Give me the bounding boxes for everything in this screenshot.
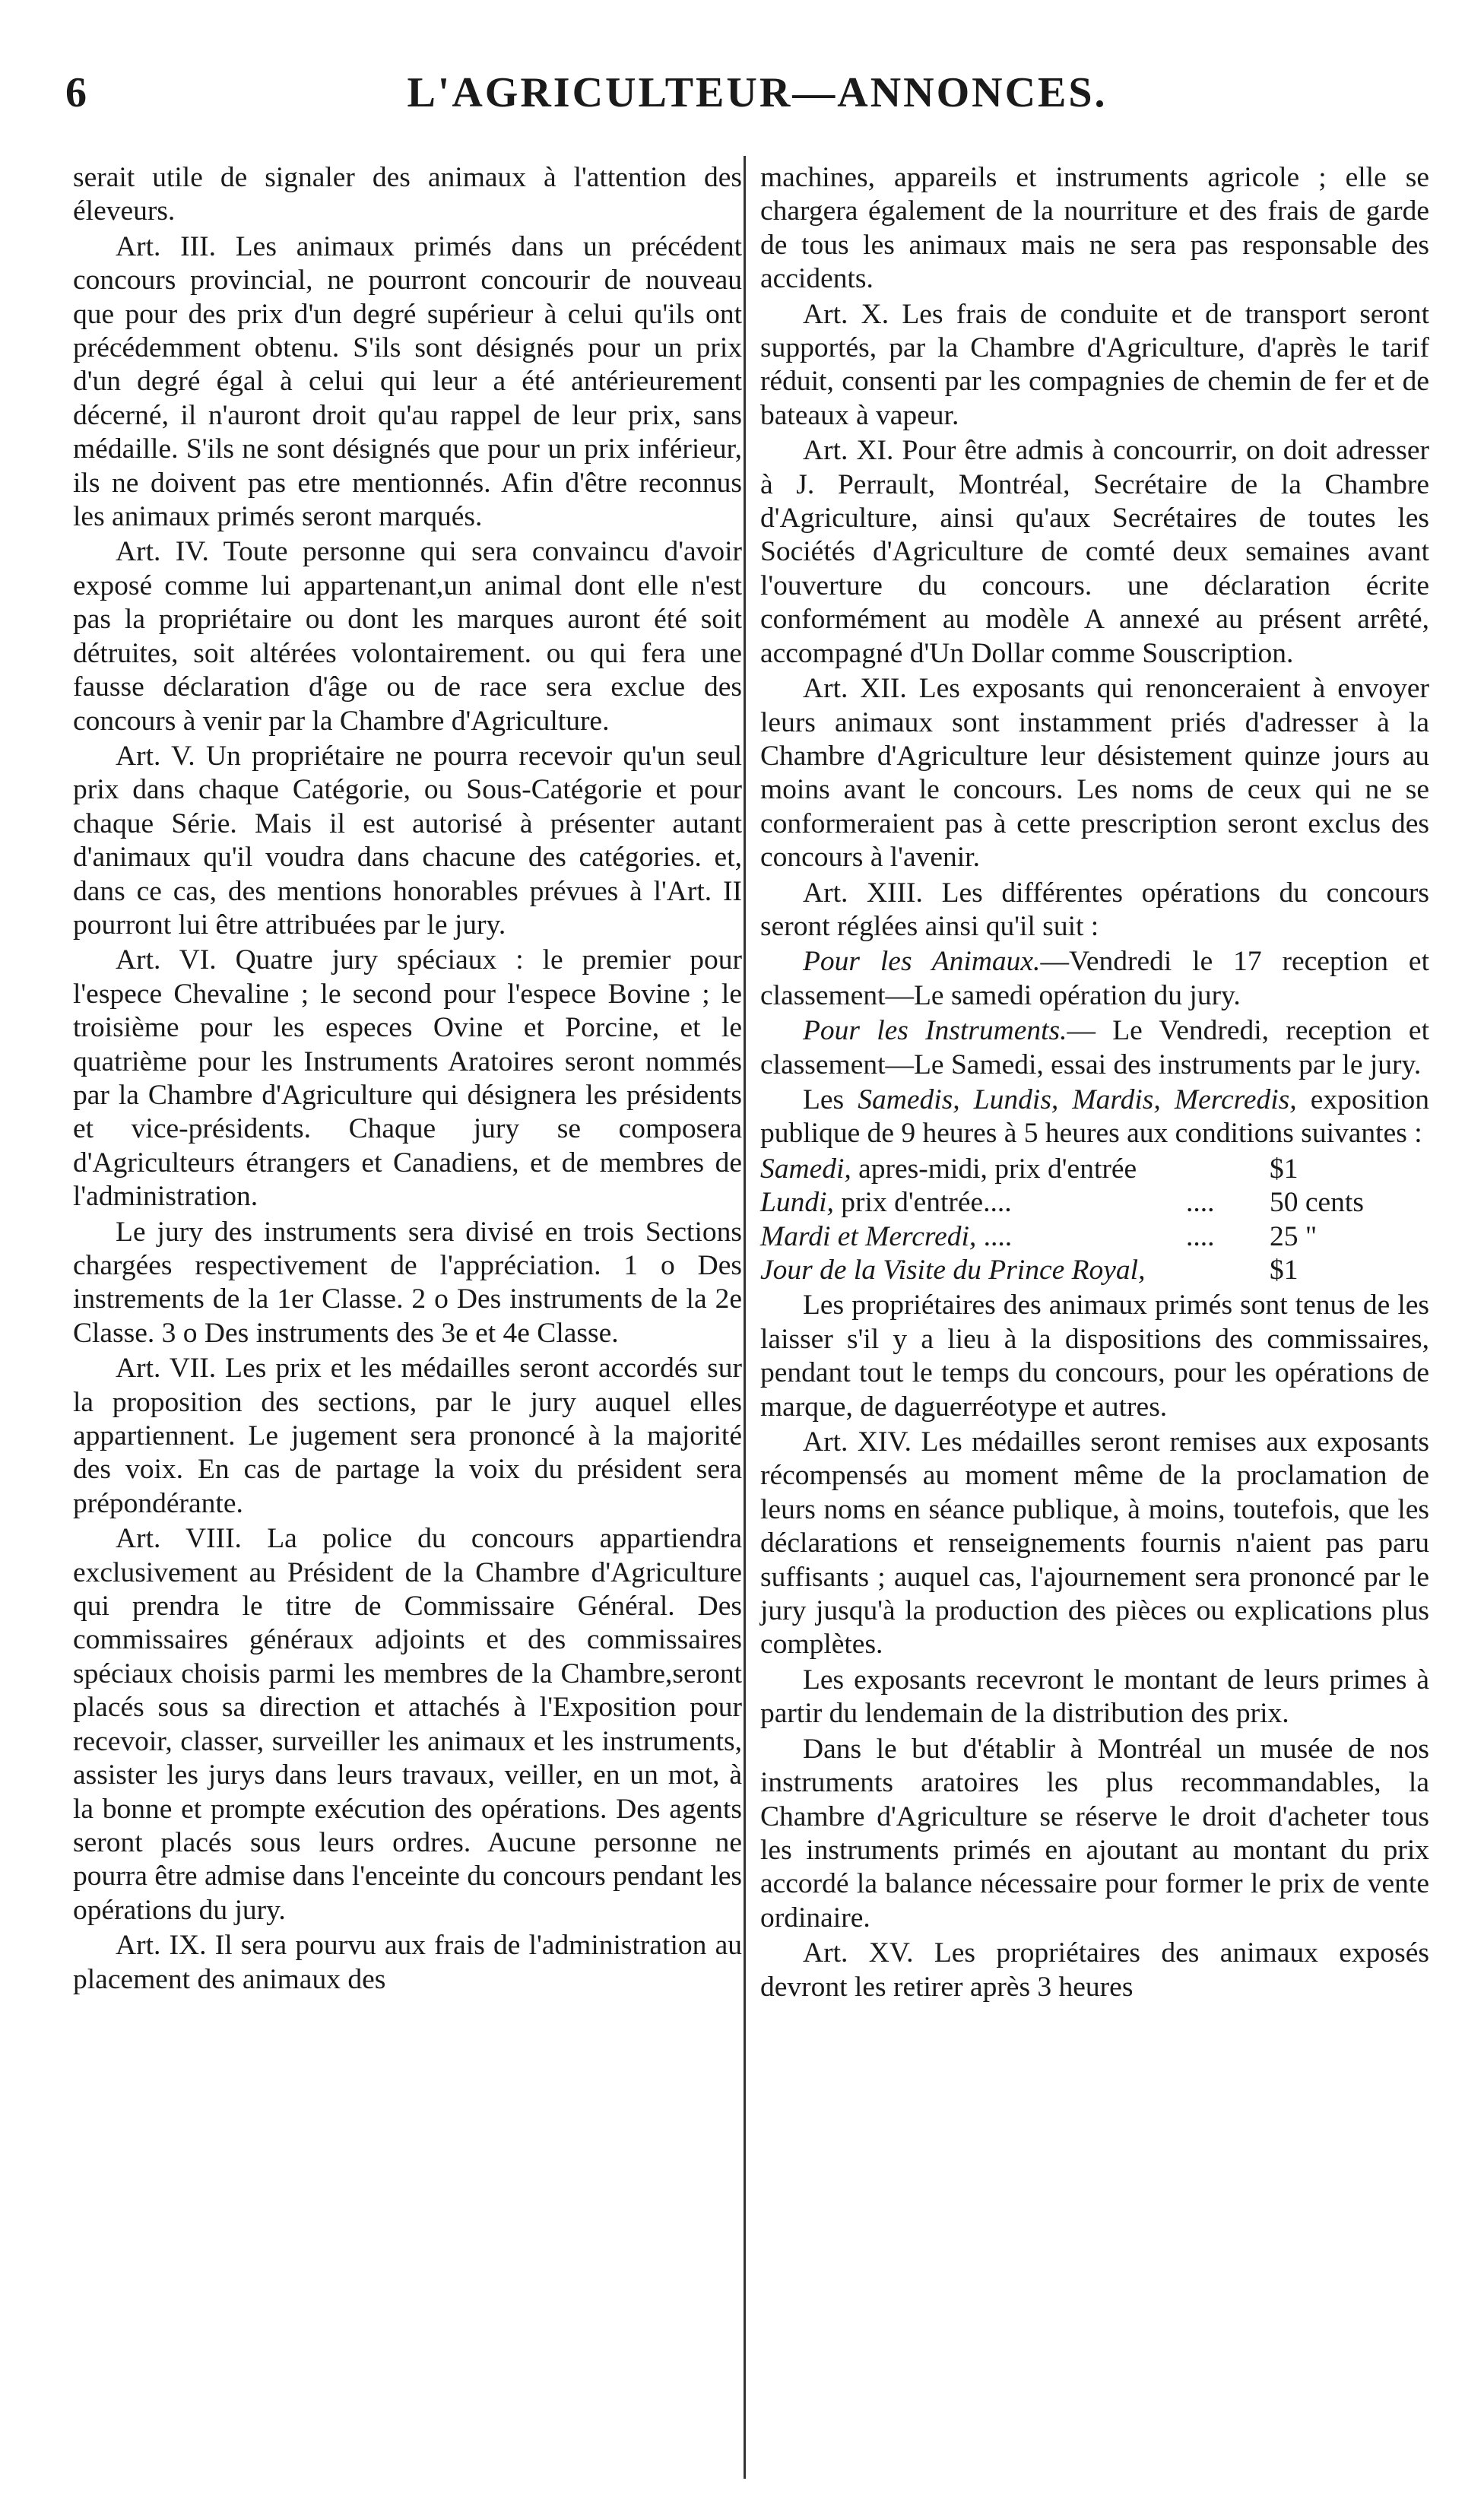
paragraph-jury-instruments: Le jury des instruments sera divisé en trois Sections chargées respectivement de l'appréciation. 1 o Des instrements de la 1er Classe. 2 o Des instruments de la 2e Classe. 3 o Des instruments des 3e et 4e Classe. <box>73 1216 742 1349</box>
price-row: Lundi, prix d'entrée.... .... 50 cents <box>760 1187 1364 1219</box>
paragraph-musee: Dans le but d'établir à Montréal un musée de nos instruments aratoires les plus recommandables, la Chambre d'Agriculture se réserve le droit d'acheter tous les instruments primés en ajoutant au montant du prix accordé la balance nécessaire pour former le prix de vente ordinaire. <box>760 1733 1429 1934</box>
entry-price-table <box>760 1153 1429 1288</box>
exposition-days: Samedis, Lundis, Mardis, Mercredis, <box>858 1083 1297 1115</box>
paragraph-continuation: serait utile de signaler des animaux à l'attention des éleveurs. <box>73 162 742 227</box>
paragraph-pour-instruments: Pour les Instruments.— Le Vendredi, reception et classement—Le Samedi, essai des instruments par le jury. <box>760 1015 1429 1080</box>
running-title: L'AGRICULTEUR—ANNONCES. <box>407 69 1108 116</box>
paragraph-exposition: Les Samedis, Lundis, Mardis, Mercredis, exposition publique de 9 heures à 5 heures aux conditions suivantes : <box>760 1083 1429 1150</box>
paragraph-continuation: machines, appareils et instruments agricole ; elle se chargera également de la nourriture et des frais de garde de tous les animaux mais ne sera pas responsable des accidents. <box>760 162 1429 295</box>
paragraph-art-12: Art. XII. Les exposants qui renonceraient à envoyer leurs animaux sont instamment priés d'adresser à la Chambre d'Agriculture leur désistement quinze jours au moins avant le concours. Les noms de ceux qui ne se conformeraient pas à cette prescription seront exclus des concours à l'avenir. <box>760 673 1429 874</box>
price-row: Jour de la Visite du Prince Royal, $1 <box>760 1255 1298 1286</box>
paragraph-art-10: Art. X. Les frais de conduite et de transport seront supportés, par la Chambre d'Agriculture, d'après le tarif réduit, consenti par les compagnies de chemin de fer et de bateaux à vapeur. <box>760 298 1429 431</box>
paragraph-art-8: Art. VIII. La police du concours appartiendra exclusivement au Président de la Chambre d'Agriculture qui prendra le titre de Commissaire Général. Des commissaires généraux adjoints et des commissaires spéciaux choisis parmi les membres de la Chambre,seront placés sous sa direction et attachés à l'Exposition pour recevoir, classer, surveiller les animaux et les instruments, assister les jurys dans leurs travaux, veiller, en un mot, à la bonne et prompte exécution des opérations. Des agents seront placés sous leurs ordres. Aucune personne ne pourra être admise dans l'enceinte du concours pendant les opérations du jury. <box>73 1523 742 1926</box>
page-header <box>0 68 1484 137</box>
right-column <box>760 161 1429 2006</box>
paragraph-art-13: Art. XIII. Les différentes opérations du concours seront réglées ainsi qu'il suit : <box>760 877 1429 942</box>
paragraph-art-5: Art. V. Un propriétaire ne pourra recevoir qu'un seul prix dans chaque Catégorie, ou Sous-Catégorie et pour chaque Série. Mais il est autorisé à présenter autant d'animaux qu'il voudra dans chacune des catégories. et, dans ce cas, des mentions honorables prévues à l'Art. II pourront lui être attribuées par le jury. <box>73 740 742 941</box>
page-number: 6 <box>65 69 87 116</box>
paragraph-art-4: Art. IV. Toute personne qui sera convaincu d'avoir exposé comme lui appartenant,un animal dont elle n'est pas la propriétaire ou dont les marques auront été soit détruites, soit altérées volontairement. ou qui fera une fausse déclaration d'âge ou de race sera exclue des concours à venir par la Chambre d'Agriculture. <box>73 536 742 737</box>
left-column <box>73 161 742 1998</box>
column-rule <box>744 156 746 2479</box>
price-row: Mardi et Mercredi, .... .... 25 " <box>760 1220 1318 1252</box>
animaux-label: Pour les Animaux. <box>803 946 1041 978</box>
price-row: Samedi, apres-midi, prix d'entrée $1 <box>760 1153 1298 1185</box>
instruments-label: Pour les Instruments. <box>803 1015 1067 1047</box>
paragraph-proprietaires: Les propriétaires des animaux primés sont tenus de les laisser s'il y a lieu à la dispositions des commissaires, pendant tout le temps du concours, pour les opérations de marque, de daguerréotype et autres. <box>760 1290 1429 1423</box>
paragraph-art-15: Art. XV. Les propriétaires des animaux exposés devront les retirer après 3 heures <box>760 1937 1429 2003</box>
paragraph-art-9: Art. IX. Il sera pourvu aux frais de l'administration au placement des animaux des <box>73 1930 742 1995</box>
paragraph-art-3: Art. III. Les animaux primés dans un précédent concours provincial, ne pourront concourir de nouveau que pour des prix d'un degré supérieur à celui qu'ils ont précédemment obtenu. S'ils sont désignés pour un prix d'un degré égal à celui qui leur a été antérieurement décerné, il n'auront droit qu'au rappel de leur prix, sans médaille. S'ils ne sont désignés que pour un prix inférieur, ils ne doivent pas etre mentionnés. Afin d'être reconnus les animaux primés seront marqués. <box>73 230 742 533</box>
paragraph-pour-animaux: Pour les Animaux.—Vendredi le 17 reception et classement—Le samedi opération du jury. <box>760 946 1429 1011</box>
paragraph-art-14: Art. XIV. Les médailles seront remises aux exposants récompensés au moment même de la proclamation de leurs noms en séance publique, à moins, toutefois, que les déclarations et renseignements fournis n'aient pas paru suffisants ; auquel cas, l'ajournement sera prononcé par le jury jusqu'à la production des pièces ou explications plus complètes. <box>760 1426 1429 1661</box>
paragraph-art-11: Art. XI. Pour être admis à concourrir, on doit adresser à J. Perrault, Montréal, Secrétaire de la Chambre d'Agriculture, ainsi qu'aux Secrétaires de toutes les Sociétés d'Agriculture de comté deux semaines avant l'ouverture du concours. une déclaration écrite conformément au modèle A annexé au présent arrêté, accompagné d'Un Dollar comme Souscription. <box>760 435 1429 669</box>
paragraph-art-7: Art. VII. Les prix et les médailles seront accordés sur la proposition des sections, par le jury auquel elles appartiennent. Le jugement sera prononcé à la majorité des voix. En cas de partage la voix du président sera prépondérante. <box>73 1353 742 1519</box>
paragraph-art-6: Art. VI. Quatre jury spéciaux : le premier pour l'espece Chevaline ; le second pour l'espece Bovine ; le troisième pour les especes Ovine et Porcine, et le quatrième pour les Instruments Aratoires seront nommés par la Chambre d'Agriculture qui désignera les présidents et vice-présidents. Chaque jury se composera d'Agriculteurs étrangers et Canadiens, et de membres de l'administration. <box>73 944 742 1213</box>
paragraph-primes: Les exposants recevront le montant de leurs primes à partir du lendemain de la distribution des prix. <box>760 1664 1429 1730</box>
